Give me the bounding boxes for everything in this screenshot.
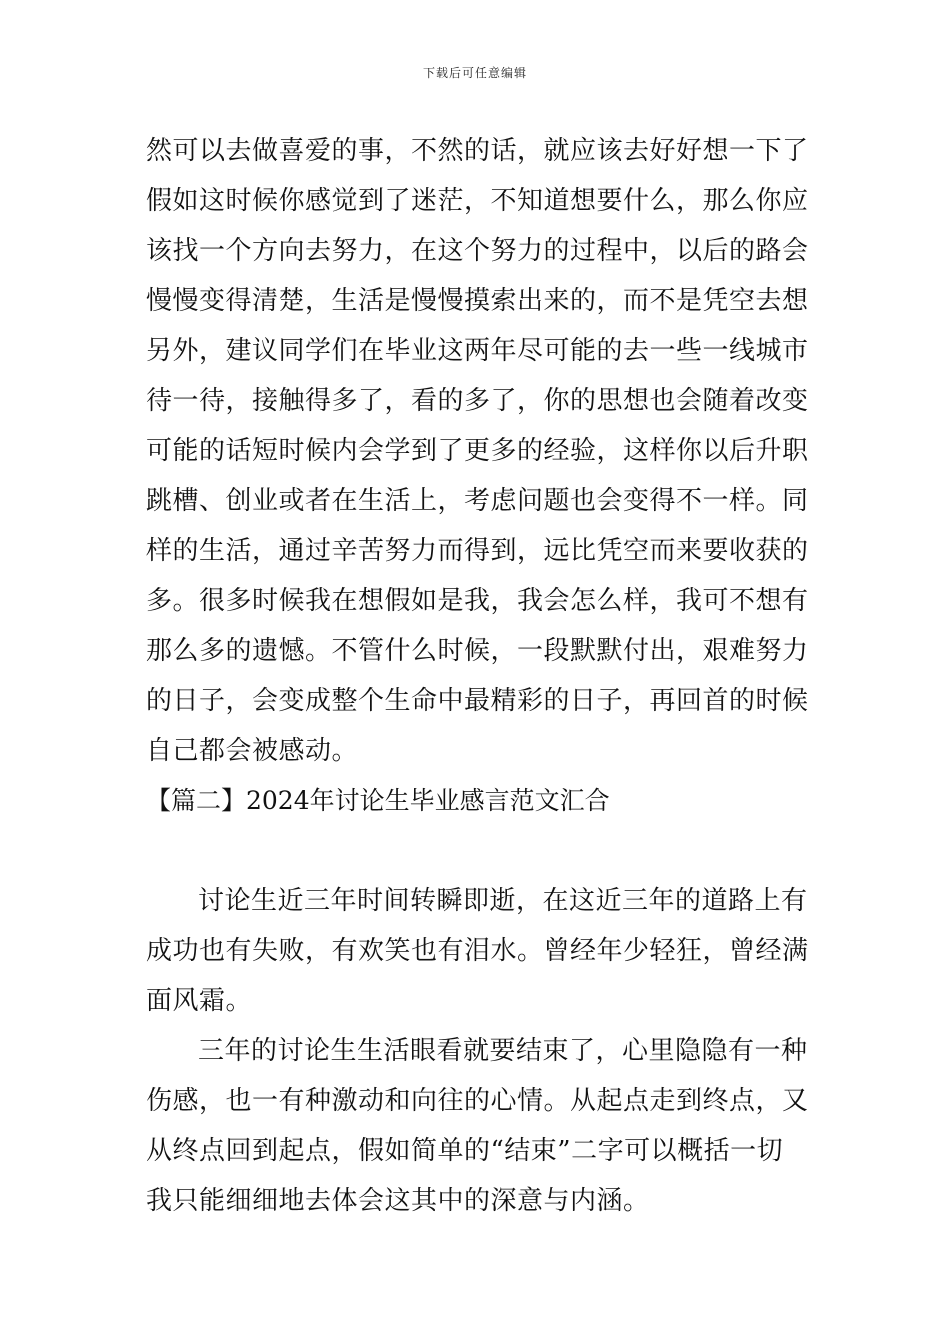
paragraph-line: 然可以去做喜爱的事，不然的话，就应该去好好想一下了 [146,136,809,166]
blank-line [146,826,806,876]
paragraph-line: 的日子，会变成整个生命中最精彩的日子，再回首的时候 [146,686,809,716]
document-body [146,126,809,1226]
paragraph-line: 可能的话短时候内会学到了更多的经验，这样你以后升职 [146,436,809,466]
paragraph-line: 跳槽、创业或者在生活上，考虑问题也会变得不一样。同 [146,486,809,516]
paragraph-line: 面风霜。 [146,986,253,1016]
paragraph-line: 那么多的遗憾。不管什么时候，一段默默付出，艰难努力 [146,636,809,666]
paragraph-line: 从终点回到起点，假如简单的“结束”二字可以概括一切 [146,1136,784,1166]
paragraph-line: 自己都会被感动。 [146,736,359,766]
paragraph-line: 成功也有失败，有欢笑也有泪水。曾经年少轻狂，曾经满 [146,936,809,966]
paragraph-line: 慢慢变得清楚，生活是慢慢摸索出来的，而不是凭空去想 [146,286,809,316]
paragraph-line: 假如这时候你感觉到了迷茫，不知道想要什么，那么你应 [146,186,809,216]
paragraph-line: 多。很多时候我在想假如是我，我会怎么样，我可不想有 [146,586,809,616]
paragraph-line: 我只能细细地去体会这其中的深意与内涵。 [146,1186,650,1216]
paragraph-line: 待一待，接触得多了，看的多了，你的思想也会随着改变 [146,386,809,416]
page-header-note: 下载后可任意编辑 [422,66,527,80]
paragraph-line: 三年的讨论生生活眼看就要结束了，心里隐隐有一种 [198,1036,808,1066]
section-title: 【篇二】2024年讨论生毕业感言范文汇合 [146,786,610,815]
paragraph-line: 讨论生近三年时间转瞬即逝，在这近三年的道路上有 [198,886,808,916]
paragraph-line: 伤感，也一有种激动和向往的心情。从起点走到终点，又 [146,1086,809,1116]
paragraph-line: 另外，建议同学们在毕业这两年尽可能的去一些一线城市 [146,336,809,366]
paragraph-line: 该找一个方向去努力，在这个努力的过程中，以后的路会 [146,236,809,266]
paragraph-line: 样的生活，通过辛苦努力而得到，远比凭空而来要收获的 [146,536,809,566]
